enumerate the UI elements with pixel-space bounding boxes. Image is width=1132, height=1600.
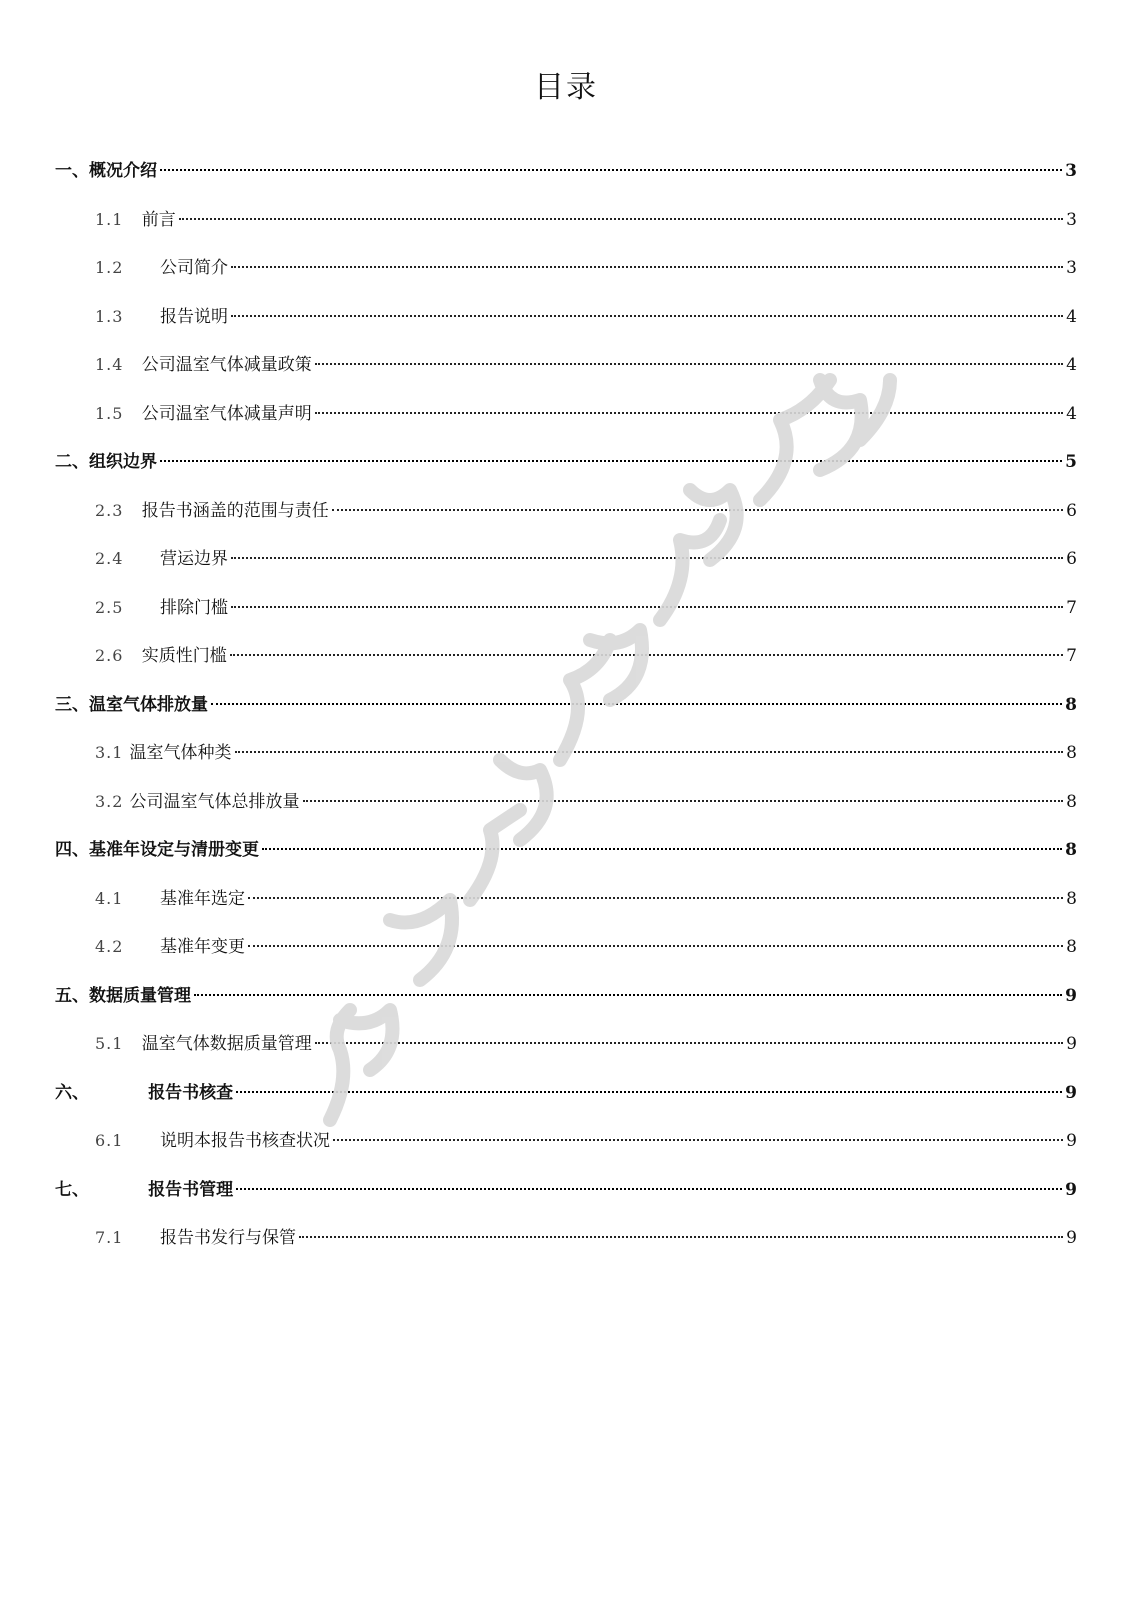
toc-dot-leader	[303, 800, 1064, 802]
toc-dot-leader	[315, 412, 1063, 414]
toc-dot-leader	[315, 1042, 1063, 1044]
toc-entry-title: 组织边界	[89, 452, 157, 472]
toc-page-number: 8	[1066, 791, 1077, 812]
toc-entry-title: 公司温室气体减量政策	[141, 355, 312, 375]
toc-dot-leader	[230, 654, 1063, 656]
toc-section-row[interactable]	[95, 884, 1077, 914]
toc-entry-gap	[123, 350, 141, 380]
toc-section-row[interactable]	[95, 253, 1077, 283]
toc-entry-title: 温室气体种类	[129, 743, 232, 763]
toc-page-number: 9	[1066, 1131, 1077, 1151]
toc-section-row[interactable]	[95, 787, 1077, 817]
toc-page-number: 8	[1066, 743, 1077, 763]
toc-entry-number: 3.2	[95, 791, 124, 811]
toc-entry-gap	[123, 544, 160, 574]
toc-entry-title: 说明本报告书核查状况	[159, 1131, 330, 1151]
toc-page-number: 9	[1065, 985, 1077, 1006]
toc-entry-number: 1.2	[95, 258, 124, 277]
toc-dot-leader	[231, 606, 1063, 608]
toc-chapter-row[interactable]	[55, 835, 1077, 865]
toc-section-row[interactable]	[95, 544, 1077, 574]
toc-dot-leader	[194, 994, 1062, 996]
toc-entry-title: 公司简介	[159, 258, 228, 278]
toc-dot-leader	[333, 1139, 1063, 1141]
toc-page-number: 8	[1066, 937, 1077, 957]
toc-page-number: 3	[1066, 258, 1077, 278]
toc-page-number: 4	[1066, 355, 1077, 375]
toc-chapter-row[interactable]	[55, 981, 1077, 1011]
toc-entry-title: 报告书核查	[148, 1082, 234, 1103]
toc-chapter-row[interactable]	[55, 156, 1077, 186]
toc-entry-number: 五、	[55, 985, 89, 1006]
toc-dot-leader	[236, 1091, 1062, 1093]
toc-entry-title: 营运边界	[159, 549, 228, 569]
toc-page-number: 3	[1066, 209, 1077, 230]
toc-entry-number: 1.1	[95, 209, 124, 229]
toc-chapter-row[interactable]	[55, 1078, 1077, 1108]
toc-dot-leader	[248, 945, 1063, 947]
toc-page-number: 7	[1066, 597, 1077, 618]
toc-dot-leader	[236, 1188, 1062, 1190]
toc-entry-number: 6.1	[95, 1131, 124, 1150]
toc-section-row[interactable]	[95, 399, 1077, 429]
toc-section-row[interactable]	[95, 1029, 1077, 1059]
toc-page-number: 6	[1066, 500, 1077, 521]
toc-entry-gap	[123, 641, 141, 671]
toc-entry-title: 报告书管理	[148, 1179, 234, 1200]
toc-entry-number: 1.4	[95, 355, 124, 374]
toc-entry-number: 2.6	[95, 646, 124, 665]
toc-entry-number: 5.1	[95, 1034, 124, 1053]
toc-entry-gap	[123, 302, 160, 332]
toc-page-number: 8	[1066, 888, 1077, 909]
toc-entry-title: 报告说明	[159, 306, 228, 327]
toc-entry-gap	[123, 1126, 160, 1156]
toc-entry-number: 4.1	[95, 888, 124, 908]
toc-entry-number: 1.3	[95, 306, 124, 326]
toc-dot-leader	[235, 751, 1064, 753]
toc-entry-number: 二、	[55, 452, 89, 472]
toc-page-number: 9	[1065, 1179, 1077, 1200]
toc-entry-title: 报告书发行与保管	[159, 1228, 296, 1248]
toc-dot-leader	[231, 557, 1063, 559]
toc-entry-title: 公司温室气体减量声明	[141, 403, 312, 424]
toc-entry-title: 概况介绍	[89, 161, 157, 181]
toc-entry-gap	[123, 593, 160, 623]
toc-section-row[interactable]	[95, 1126, 1077, 1156]
toc-section-row[interactable]	[95, 641, 1077, 671]
toc-entry-gap	[123, 399, 141, 429]
toc-chapter-row[interactable]	[55, 447, 1077, 477]
toc-section-row[interactable]	[95, 593, 1077, 623]
toc-dot-leader	[262, 848, 1062, 850]
toc-entry-gap	[123, 205, 141, 235]
toc-section-row[interactable]	[95, 205, 1077, 235]
toc-page-number: 8	[1065, 694, 1077, 715]
toc-section-row[interactable]	[95, 932, 1077, 962]
toc-entry-gap	[89, 1078, 148, 1108]
toc-entry-gap	[89, 1175, 148, 1205]
toc-entry-number: 2.3	[95, 500, 124, 520]
toc-dot-leader	[248, 897, 1063, 899]
toc-page-number: 4	[1066, 403, 1077, 424]
toc-entry-number: 四、	[55, 840, 89, 860]
toc-entry-number: 2.4	[95, 549, 124, 568]
toc-entry-number: 4.2	[95, 937, 124, 956]
toc-entry-title: 温室气体数据质量管理	[141, 1034, 312, 1054]
toc-entry-title: 基准年设定与清册变更	[89, 840, 259, 860]
toc-dot-leader	[332, 509, 1063, 511]
toc-entry-gap	[123, 253, 160, 283]
toc-dot-leader	[231, 315, 1063, 317]
toc-page-number: 3	[1065, 161, 1077, 181]
toc-entry-title: 基准年变更	[159, 937, 245, 957]
toc-section-row[interactable]	[95, 1223, 1077, 1253]
toc-page-number: 4	[1066, 306, 1077, 327]
toc-dot-leader	[315, 363, 1063, 365]
toc-dot-leader	[160, 460, 1062, 462]
toc-entry-gap	[123, 1223, 160, 1253]
toc-entry-number: 一、	[55, 161, 89, 181]
toc-chapter-row[interactable]	[55, 690, 1077, 720]
toc-section-row[interactable]	[95, 350, 1077, 380]
toc-dot-leader	[299, 1236, 1063, 1238]
toc-page-number: 8	[1065, 840, 1077, 860]
toc-entry-title: 排除门槛	[159, 597, 228, 618]
toc-dot-leader	[211, 703, 1062, 705]
toc-entry-title: 数据质量管理	[89, 985, 191, 1006]
toc-entry-title: 公司温室气体总排放量	[129, 791, 300, 812]
toc-entry-gap	[123, 1029, 141, 1059]
toc-entry-number: 三、	[55, 694, 89, 715]
toc-entry-title: 实质性门槛	[141, 646, 227, 666]
toc-page-number: 9	[1066, 1228, 1077, 1248]
toc-entry-title: 报告书涵盖的范围与责任	[141, 500, 329, 521]
toc-page-number: 6	[1066, 549, 1077, 569]
toc-chapter-row[interactable]	[55, 1175, 1077, 1205]
toc-dot-leader	[179, 218, 1063, 220]
toc-dot-leader	[231, 266, 1063, 268]
toc-page-number: 9	[1066, 1034, 1077, 1054]
toc-entry-title: 基准年选定	[159, 888, 245, 909]
toc-entry-number: 1.5	[95, 403, 124, 423]
toc-entry-title: 前言	[141, 209, 176, 230]
page-title: 目录	[534, 70, 598, 105]
toc-entry-gap	[123, 496, 141, 526]
toc-entry-number: 7.1	[95, 1228, 124, 1247]
toc-entry-title: 温室气体排放量	[89, 694, 208, 715]
toc-page-number: 5	[1065, 452, 1077, 472]
toc-entry-number: 七、	[55, 1179, 89, 1200]
toc-entry-number: 六、	[55, 1082, 89, 1103]
toc-entry-gap	[123, 932, 160, 962]
toc-section-row[interactable]	[95, 738, 1077, 768]
toc-entry-number: 2.5	[95, 597, 124, 617]
toc-entry-number: 3.1	[95, 743, 124, 762]
toc-section-row[interactable]	[95, 496, 1077, 526]
toc-entry-gap	[123, 884, 160, 914]
toc-section-row[interactable]	[95, 302, 1077, 332]
toc-dot-leader	[160, 169, 1062, 171]
toc-page-number: 9	[1065, 1082, 1077, 1103]
toc-page-number: 7	[1066, 646, 1077, 666]
